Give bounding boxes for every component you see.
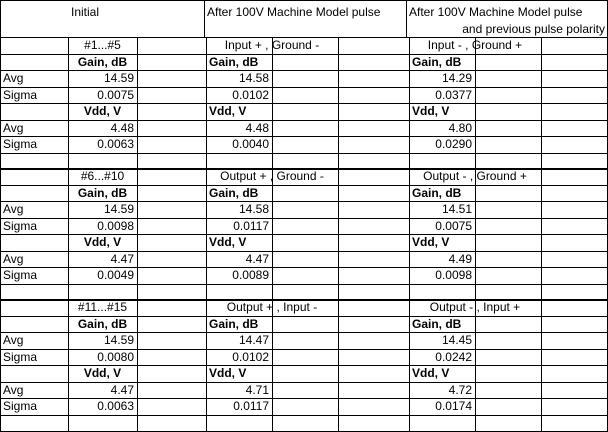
condition-label-after: Output + , Ground - [220,169,324,183]
value-after-prev: 14.29 [441,71,472,85]
value-after: 0.0117 [233,219,269,233]
row-label: Avg [3,71,24,85]
grid-line-vertical [475,37,476,170]
value-initial: 14.59 [103,71,134,85]
value-after: 0.0040 [232,137,269,151]
row-label: Avg [3,202,24,216]
grid-line-vertical [338,299,339,432]
value-initial: 4.48 [110,121,134,135]
value-after-prev: 0.0174 [435,399,472,413]
grid-line-vertical [272,299,273,432]
vdd-label-after-prev: Vdd, V [412,366,450,380]
gain-label-after-prev: Gain, dB [412,55,462,69]
vdd-label-after: Vdd, V [209,104,247,118]
value-initial: 0.0080 [97,350,134,364]
condition-label-after: Output + , Input - [226,300,318,314]
row-label: Sigma [3,137,38,151]
vdd-label-after-prev: Vdd, V [412,104,450,118]
value-after-prev: 0.0377 [435,88,472,102]
value-after: 4.47 [245,252,269,266]
vdd-label-after: Vdd, V [209,366,247,380]
value-initial: 0.0063 [97,399,134,413]
value-initial: 0.0063 [97,137,134,151]
vdd-label-after-prev: Vdd, V [412,235,450,249]
header-initial: Initial [71,5,100,19]
gain-label-after: Gain, dB [209,55,259,69]
value-initial: 4.47 [110,252,134,266]
value-after: 0.0102 [232,88,269,102]
value-after: 0.0117 [233,399,269,413]
row-label: Avg [3,333,24,347]
value-initial: 0.0098 [97,219,134,233]
value-after-prev: 14.51 [441,202,472,216]
gain-label-after: Gain, dB [209,186,259,200]
value-after: 14.58 [238,71,269,85]
value-after-prev: 0.0075 [435,219,472,233]
device-range-label: #6...#10 [80,169,125,183]
row-label: Sigma [3,268,38,282]
row-label: Avg [3,383,24,397]
gain-label-initial: Gain, dB [77,186,128,200]
value-after: 0.0102 [232,350,269,364]
grid-line-horizontal [0,284,608,285]
device-range-label: #11...#15 [77,300,128,314]
value-initial: 14.59 [103,202,134,216]
vdd-label-initial: Vdd, V [83,366,122,380]
device-range-label: #1...#5 [84,38,121,52]
condition-label-after: Input + , Ground - [224,38,320,52]
row-label: Sigma [3,88,38,102]
value-initial: 14.59 [103,333,134,347]
value-initial: 0.0049 [97,268,134,282]
value-after: 4.48 [245,121,269,135]
vdd-label-after: Vdd, V [209,235,247,249]
header-after-pulse: After 100V Machine Model pulse [207,5,381,19]
value-after-prev: 4.80 [448,121,472,135]
grid-line-vertical [475,299,476,432]
grid-line-vertical [137,168,138,301]
gain-label-after: Gain, dB [209,317,259,331]
row-label: Sigma [3,219,38,233]
grid-line-vertical [272,37,273,170]
grid-line-vertical [137,37,138,170]
value-after-prev: 0.0098 [435,268,472,282]
value-after: 4.71 [245,383,269,397]
vdd-label-initial: Vdd, V [83,104,122,118]
grid-line-vertical [338,37,339,170]
gain-label-after-prev: Gain, dB [412,186,462,200]
grid-line-horizontal [0,0,608,1]
value-initial: 4.47 [110,383,134,397]
value-after-prev: 4.72 [448,383,472,397]
value-initial: 0.0075 [97,88,134,102]
value-after: 14.47 [238,333,269,347]
gain-label-initial: Gain, dB [77,55,128,69]
vdd-label-initial: Vdd, V [83,235,122,249]
condition-label-after-prev: Input - , Ground + [427,38,523,52]
grid-line-vertical [137,299,138,432]
value-after-prev: 14.45 [441,333,472,347]
row-label: Avg [3,252,24,266]
grid-line-horizontal [0,415,608,416]
header-after-prev-pulse-line2: and previous pulse polarity [462,22,605,36]
grid-line-vertical [338,168,339,301]
grid-line-vertical [541,37,542,170]
row-label: Avg [3,121,24,135]
value-after-prev: 0.0290 [435,137,472,151]
value-after: 0.0089 [232,268,269,282]
condition-label-after-prev: Output - , Ground + [423,169,527,183]
gain-label-after-prev: Gain, dB [412,317,462,331]
gain-label-initial: Gain, dB [77,317,128,331]
grid-line-horizontal [0,153,608,154]
value-after-prev: 0.0242 [435,350,472,364]
header-after-prev-pulse-line1: After 100V Machine Model pulse [409,5,583,19]
condition-label-after-prev: Output - , Input + [429,300,521,314]
grid-line-vertical [475,168,476,301]
value-after-prev: 4.49 [448,252,472,266]
grid-line-vertical [272,168,273,301]
grid-line-vertical [541,299,542,432]
value-after: 14.58 [238,202,269,216]
row-label: Sigma [3,399,38,413]
grid-line-vertical [0,0,1,38]
row-label: Sigma [3,350,38,364]
grid-line-vertical [541,168,542,301]
